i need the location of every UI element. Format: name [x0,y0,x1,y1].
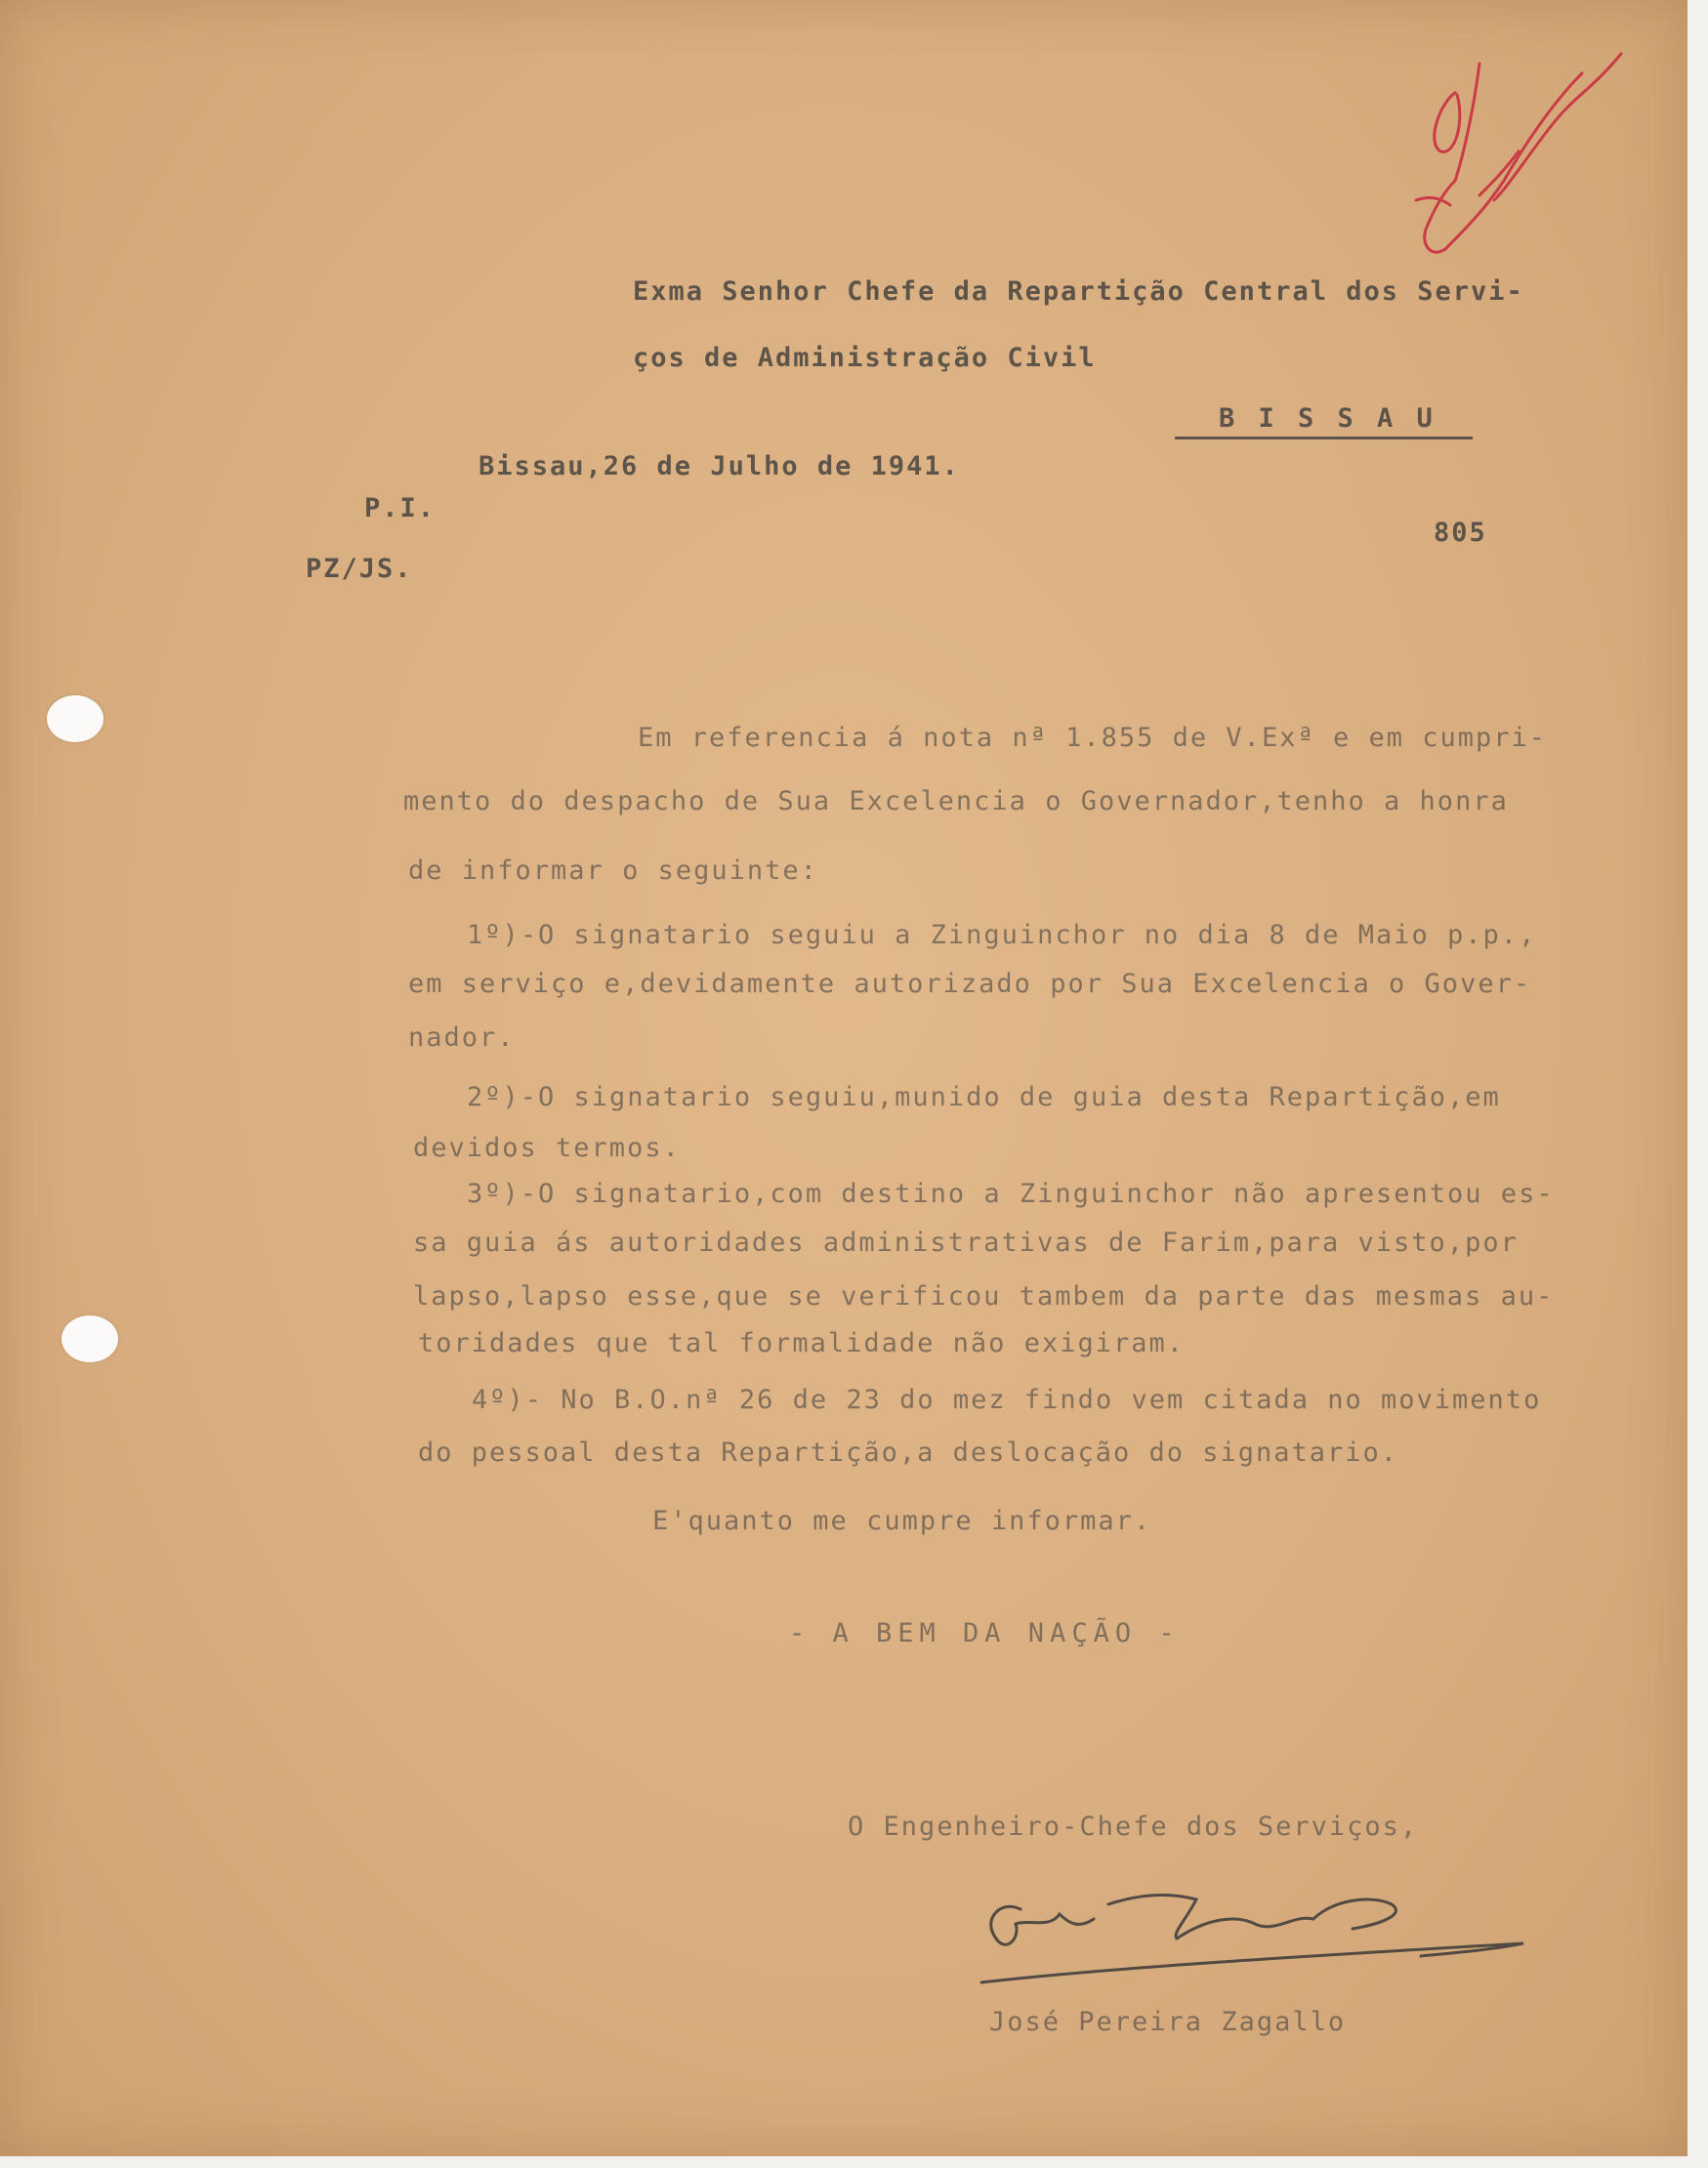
motto: - A BEM DA NAÇÃO - [789,1618,1181,1648]
reference-pi: P.I. [364,493,437,523]
signatory-name: José Pereira Zagallo [989,2007,1347,2037]
point-3-line-1: 3º)-O signatario,com destino a Zinguinchor não apresentou es- [467,1179,1555,1209]
intro-line-1: Em referencia á nota nª 1.855 de V.Exª e em cumpri- [638,723,1548,753]
point-3-line-3: lapso,lapso esse,que se verificou tambem da parte das mesmas au- [413,1281,1555,1312]
point-2-line-2: devidos termos. [413,1133,681,1163]
document-number: 805 [1434,518,1487,548]
point-3-line-2: sa guia ás autoridades administrativas de Farim,para visto,por [413,1228,1519,1258]
handwritten-signature [962,1880,1528,1997]
punch-hole-top [47,695,104,742]
scan-border-bottom [0,2156,1708,2168]
reference-initials: PZ/JS. [306,554,413,584]
point-1-line-3: nador. [408,1022,516,1053]
city-underline [1175,437,1473,439]
signatory-title: O Engenheiro-Chefe dos Serviços, [848,1812,1419,1842]
intro-line-3: de informar o seguinte: [408,855,818,886]
punch-hole-bottom [62,1315,118,1362]
letter-date: Bissau,26 de Julho de 1941. [479,451,960,481]
point-2-line-1: 2º)-O signatario seguiu,munido de guia desta Repartição,em [467,1082,1501,1112]
closing-line: E'quanto me cumpre informar. [652,1506,1152,1536]
point-1-line-1: 1º)-O signatario seguiu a Zinguinchor no dia 8 de Maio p.p., [467,920,1537,950]
addressee-line-2: ços de Administração Civil [633,343,1097,373]
point-3-line-4: toridades que tal formalidade não exigiram. [418,1328,1185,1358]
point-1-line-2: em serviço e,devidamente autorizado por Sua Excelencia o Gover- [408,969,1532,999]
point-4-line-2: do pessoal desta Repartição,a deslocação do signatario. [418,1438,1399,1468]
intro-line-2: mento do despacho de Sua Excelencia o Governador,tenho a honra [403,786,1509,816]
scan-border-right [1687,0,1708,2168]
addressee-city: B I S S A U [1219,403,1437,434]
point-4-line-1: 4º)- No B.O.nª 26 de 23 do mez findo vem citada no movimento [472,1385,1542,1415]
red-handwritten-annotation [1387,34,1641,288]
addressee-line-1: Exma Senhor Chefe da Repartição Central dos Servi- [633,276,1524,307]
